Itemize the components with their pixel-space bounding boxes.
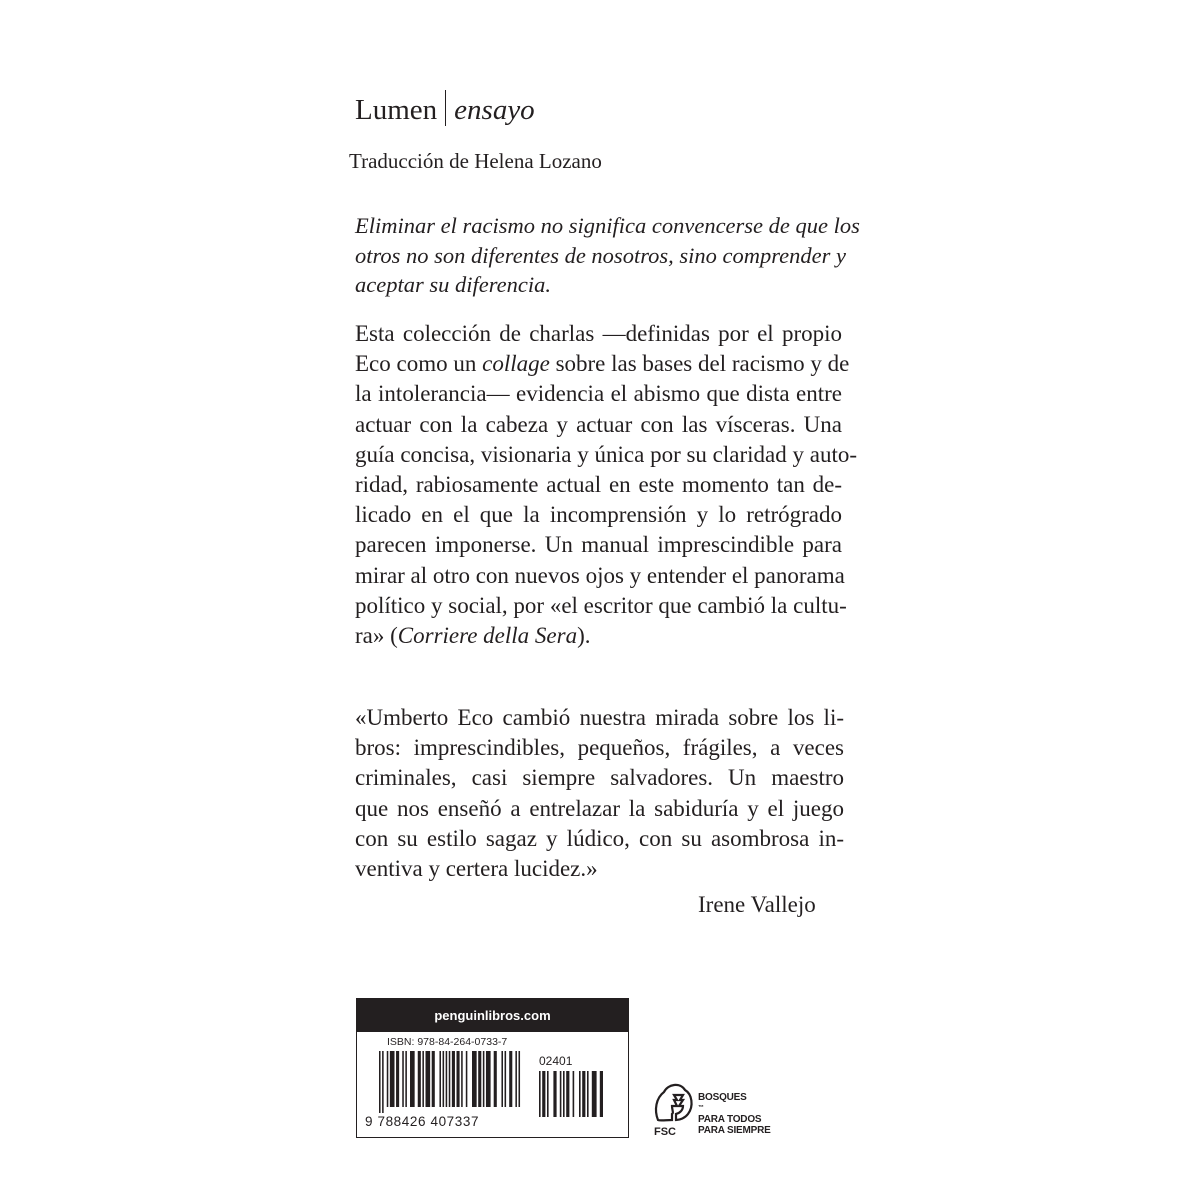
ean-barcode — [379, 1051, 529, 1115]
epigraph — [355, 211, 860, 300]
barcode-bar — [405, 1051, 407, 1107]
source-title: Corriere della Sera — [397, 623, 578, 649]
quote-line: con su estilo sagaz y lúdico, con su asombrosa in- — [355, 825, 844, 851]
publisher-imprint — [355, 86, 535, 134]
barcode-bar — [439, 1051, 441, 1107]
barcode-bar — [515, 1051, 517, 1107]
quote-line: ventiva y certera lucidez.» — [355, 856, 598, 882]
barcode-bar — [592, 1071, 597, 1117]
barcode-bar — [542, 1071, 545, 1117]
barcode-bar — [387, 1051, 389, 1107]
barcode-bar — [446, 1051, 448, 1107]
translator-credit: Traducción de Helena Lozano — [349, 149, 602, 173]
publisher-website: penguinlibros.com — [357, 999, 628, 1032]
isbn-label: ISBN: 978-84-264-0733-7 — [387, 1036, 508, 1048]
book-description — [355, 319, 858, 651]
barcode-bar — [426, 1051, 431, 1107]
description-line: Esta colección de charlas —definidas por el propio — [355, 321, 842, 346]
barcode-block — [356, 998, 629, 1138]
quote-line: «Umberto Eco cambió nuestra mirada sobre los li- — [355, 705, 844, 730]
description-line: Eco como un collage sobre las bases del racismo y de — [355, 351, 850, 377]
fsc-slogan-line: BOSQUES ™ — [698, 1092, 771, 1114]
barcode-bar — [449, 1051, 451, 1107]
fsc-slogan — [698, 1092, 771, 1136]
quote-line: que nos enseñó a entrelazar la sabiduría y el juego — [355, 795, 844, 821]
barcode-bar — [402, 1051, 404, 1107]
barcode-bar — [432, 1051, 435, 1107]
description-line: la intolerancia— evidencia el abismo que dista entre — [355, 381, 842, 407]
publisher-name: Lumen — [355, 94, 438, 126]
barcode-bar — [539, 1071, 541, 1117]
description-line: parecen imponerse. Un manual imprescindible para — [355, 532, 842, 558]
description-line: mirar al otro con nuevos ojos y entender el panorama — [355, 562, 845, 588]
fsc-logo — [650, 1080, 800, 1140]
barcode-bar — [579, 1071, 581, 1117]
barcode-bar — [452, 1051, 455, 1107]
quote-line: criminales, casi siempre salvadores. Un maestro — [355, 765, 844, 791]
barcode-bar — [587, 1071, 589, 1117]
description-emphasis: collage — [482, 351, 550, 377]
barcode-bar — [379, 1051, 381, 1113]
description-line: ridad, rabiosamente actual en este momento tan de- — [355, 472, 842, 498]
barcode-bar — [560, 1071, 562, 1117]
trademark-mark: ™ — [698, 1105, 704, 1111]
epigraph-line: Eliminar el racismo no significa convencerse de que los — [355, 213, 860, 238]
barcode-bar — [566, 1071, 569, 1117]
barcode-bar — [418, 1051, 421, 1107]
barcode-bar — [443, 1051, 445, 1107]
barcode-bar — [547, 1071, 549, 1117]
barcode-bar — [494, 1051, 497, 1107]
barcode-bar — [422, 1051, 424, 1107]
barcode-bar — [478, 1051, 481, 1107]
barcode-bar — [410, 1051, 415, 1107]
barcode-bar — [563, 1071, 565, 1117]
description-line: licado en el que la incomprensión y lo retrógrado — [355, 502, 842, 528]
barcode-bar — [457, 1051, 460, 1107]
barcode-bar — [573, 1071, 575, 1117]
barcode-bar — [472, 1051, 477, 1107]
quote-attribution: Irene Vallejo — [698, 892, 816, 917]
fsc-slogan-line: PARA SIEMPRE — [698, 1125, 771, 1136]
barcode-bar — [553, 1071, 556, 1117]
epigraph-line: aceptar su diferencia. — [355, 272, 551, 297]
barcode-bar — [486, 1051, 491, 1107]
imprint-divider — [445, 90, 446, 126]
quote-line: bros: imprescindibles, pequeños, frágiles, a veces — [355, 735, 844, 761]
collection-name: ensayo — [454, 94, 535, 126]
fsc-label: FSC — [654, 1126, 676, 1138]
barcode-bar — [382, 1051, 384, 1113]
barcode-bar — [461, 1051, 463, 1107]
epigraph-line: otros no son diferentes de nosotros, sino comprender y — [355, 242, 847, 268]
barcode-bar — [466, 1051, 468, 1107]
ean-digits: 9 788426 407337 — [365, 1114, 480, 1129]
barcode-bar — [505, 1051, 507, 1107]
barcode-bar — [582, 1071, 585, 1117]
price-barcode — [539, 1071, 611, 1121]
description-line: político y social, por «el escritor que cambió la cultu- — [355, 592, 847, 618]
fsc-slogan-line: PARA TODOS — [698, 1114, 762, 1125]
barcode-bar — [600, 1071, 603, 1117]
description-line: guía concisa, visionaria y única por su claridad y auto- — [355, 441, 858, 467]
barcode-bar — [501, 1051, 503, 1107]
barcode-bar — [396, 1051, 399, 1107]
barcode-bar — [390, 1051, 395, 1107]
description-line: actuar con la cabeza y actuar con las vísceras. Una — [355, 411, 842, 437]
review-quote — [355, 703, 844, 884]
description-line: ra» (Corriere della Sera). — [355, 623, 591, 649]
barcode-bar — [519, 1051, 521, 1107]
price-code: 02401 — [539, 1054, 573, 1068]
barcode-bar — [509, 1051, 512, 1107]
fsc-tree-icon — [652, 1080, 696, 1126]
barcode-bar — [483, 1051, 485, 1107]
